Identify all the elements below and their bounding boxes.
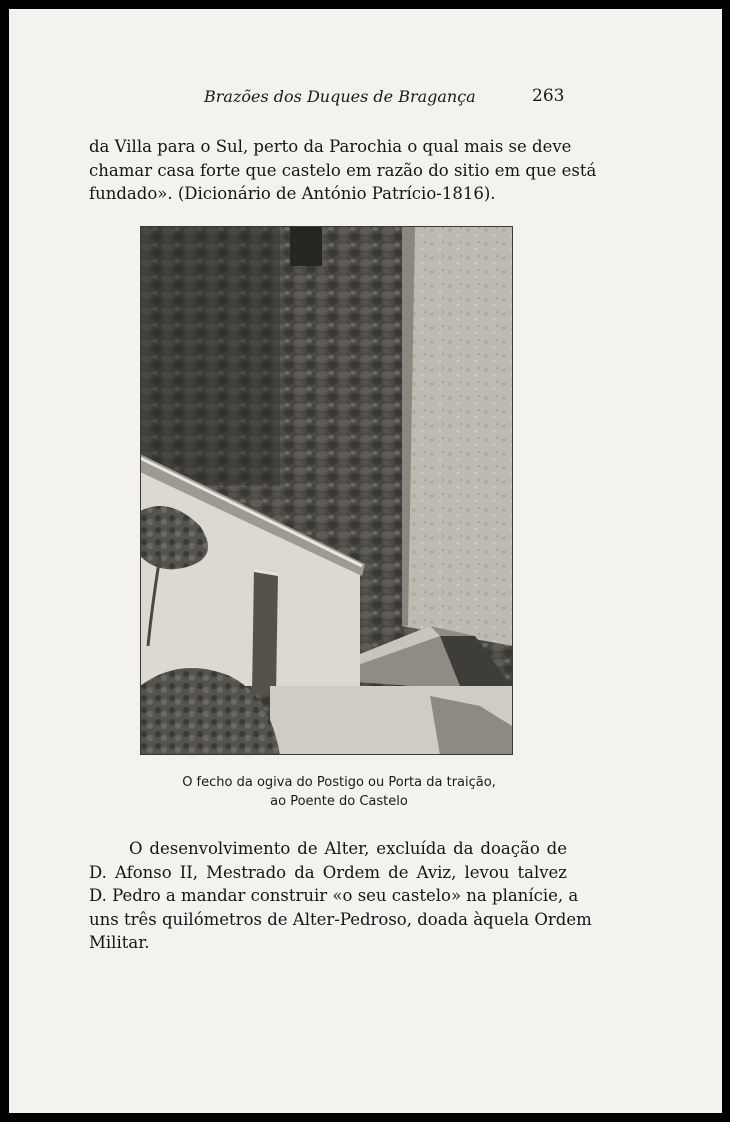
- paragraph-2-line: D. Afonso II, Mestrado da Ordem de Aviz, levou talvez: [89, 862, 567, 882]
- paragraph-2-line: Militar.: [89, 933, 150, 952]
- paragraph-1-line: fundado». (Dicionário de António Patrício-1816).: [89, 184, 496, 203]
- figure-caption-line: ao Poente do Castelo: [270, 794, 408, 809]
- paragraph-2-line: O desenvolvimento de Alter, excluída da doação de: [129, 839, 567, 858]
- paragraph-2-line: uns três quilómetros de Alter-Pedroso, doada àquela Ordem: [89, 909, 592, 929]
- paragraph-2: [89, 837, 592, 955]
- paragraph-1: [89, 135, 597, 206]
- figure-caption-line: O fecho da ogiva do Postigo ou Porta da traição,: [182, 775, 496, 790]
- paragraph-2-line: D. Pedro a mandar construir «o seu castelo» na planície, a: [89, 886, 579, 905]
- page-number: 263: [532, 86, 565, 106]
- paragraph-1-line: da Villa para o Sul, perto da Parochia o qual mais se deve: [89, 137, 572, 156]
- paragraph-1-line: chamar casa forte que castelo em razão do sitio em que está: [89, 160, 597, 180]
- photograph-castle-wall: [140, 226, 513, 755]
- book-page: [9, 9, 722, 1113]
- running-title: Brazões dos Duques de Bragança: [204, 87, 476, 106]
